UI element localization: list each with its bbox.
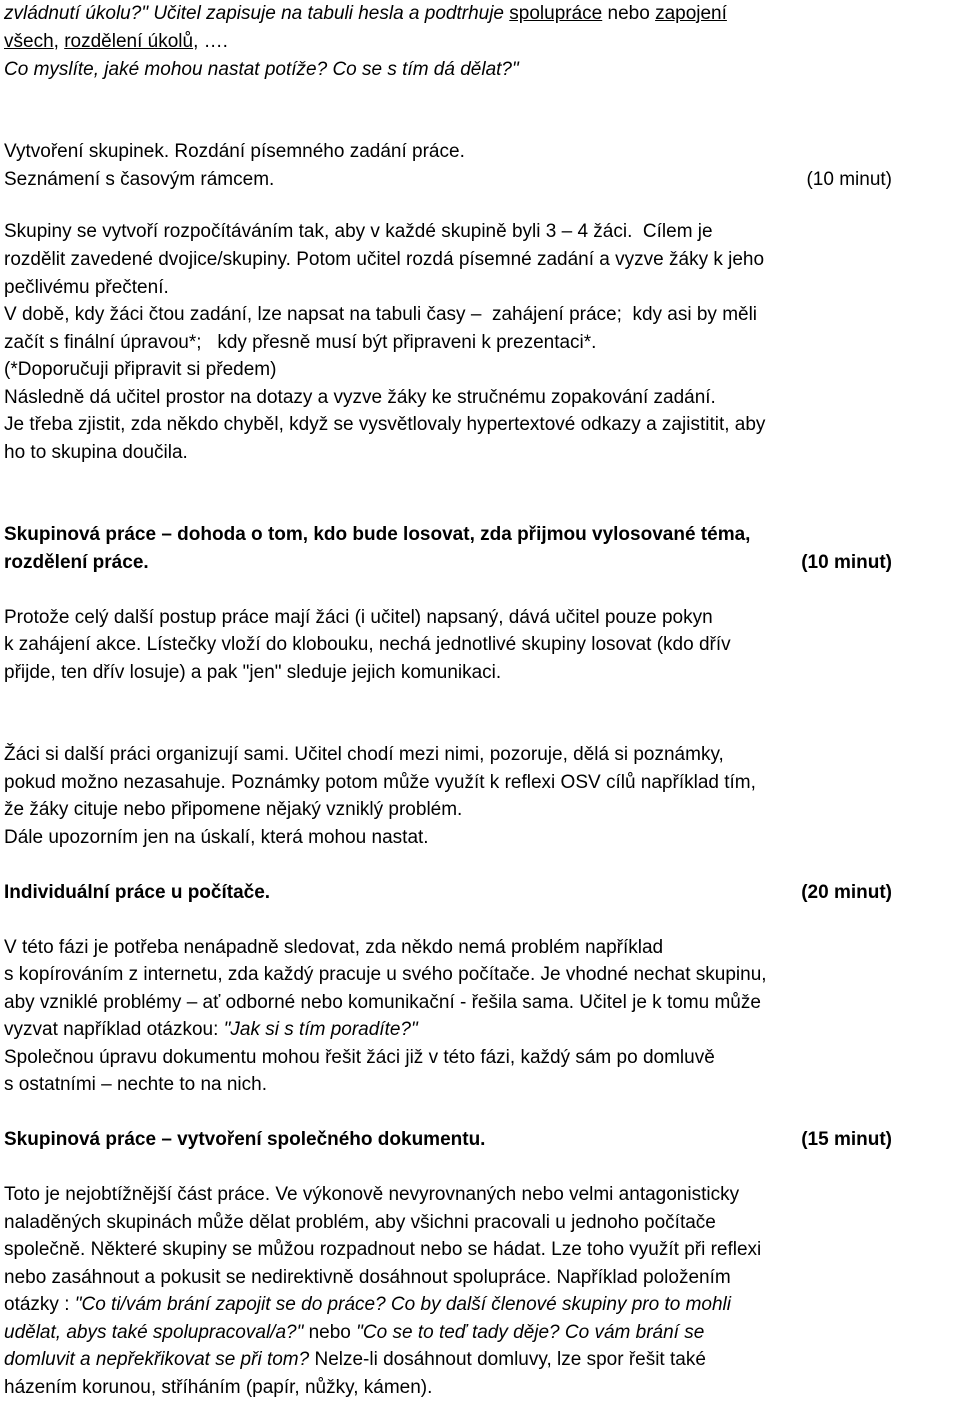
individual-line: Společnou úpravu dokumentu mohou řešit žáci již v této fázi, každý sám po domluvě bbox=[4, 1047, 715, 1068]
quoted-question: "Co se to teď tady děje? Co vám brání se bbox=[356, 1322, 705, 1343]
shared-doc-line: Toto je nejobtížnější část práce. Ve výkonově nevyrovnaných nebo velmi antagonisticky bbox=[4, 1184, 740, 1205]
groups-line: ho to skupina doučila. bbox=[4, 442, 188, 463]
individual-text: vyzvat například otázkou: bbox=[4, 1019, 224, 1040]
individual-line: V této fázi je potřeba nenápadně sledovat, zda někdo nemá problém například bbox=[4, 937, 664, 958]
group-work-line: přijde, ten dřív losuje) a pak "jen" sleduje jejich komunikaci. bbox=[4, 662, 502, 683]
groups-heading-1: Vytvoření skupinek. Rozdání písemného zadání práce. bbox=[4, 141, 465, 162]
groups-time: (10 minut) bbox=[806, 169, 892, 190]
groups-line: rozdělit zavedené dvojice/skupiny. Potom učitel rozdá písemné zadání a vyzve žáky k jeho bbox=[4, 249, 765, 270]
individual-line: s kopírováním z internetu, zda každý pracuje u svého počítače. Je vhodné nechat skupinu, bbox=[4, 964, 767, 985]
individual-time: (20 minut) bbox=[801, 882, 892, 903]
group-work-heading-2: rozdělení práce. bbox=[4, 552, 149, 573]
intro-line-1 bbox=[4, 0, 727, 28]
groups-line: Skupiny se vytvoří rozpočítáváním tak, aby v každé skupině byli 3 – 4 žáci. Cílem je bbox=[4, 221, 713, 242]
shared-doc-last-line: házením korunou, stříháním (papír, nůžky, kámen). bbox=[4, 1377, 433, 1398]
individual-line-4 bbox=[4, 1016, 418, 1044]
groups-line: začít s finální úpravou*; kdy přesně musí být připraveni k prezentaci*. bbox=[4, 332, 597, 353]
groups-line: Následně dá učitel prostor na dotazy a vyzve žáky ke stručnému zopakování zadání. bbox=[4, 387, 716, 408]
individual-line: aby vzniklé problémy – ať odborné nebo komunikační - řešila sama. Učitel je k tomu může bbox=[4, 992, 761, 1013]
intro-line-3: Co myslíte, jaké mohou nastat potíže? Co se s tím dá dělat?" bbox=[4, 59, 519, 80]
quoted-question: "Jak si s tím poradíte?" bbox=[223, 1019, 418, 1040]
shared-doc-line: naladěných skupinách může dělat problém, aby všichni pracovali u jednoho počítače bbox=[4, 1212, 716, 1233]
individual-heading: Individuální práce u počítače. bbox=[4, 882, 271, 903]
shared-doc-question-line-1 bbox=[4, 1291, 731, 1319]
individual-line: s ostatními – nechte to na nich. bbox=[4, 1074, 267, 1095]
shared-doc-text: Nelze-li dosáhnout domluvy, lze spor řešit také bbox=[309, 1349, 706, 1370]
organize-line: pokud možno nezasahuje. Poznámky potom může využít k reflexi OSV cílů například tím, bbox=[4, 772, 756, 793]
organize-line: Dále upozorním jen na úskalí, která mohou nastat. bbox=[4, 827, 429, 848]
organize-line: Žáci si další práci organizují sami. Učitel chodí mezi nimi, pozoruje, dělá si poznámky, bbox=[4, 744, 724, 765]
groups-line: Je třeba zjistit, zda někdo chyběl, když se vysvětlovaly hypertextové odkazy a zajistitit, aby bbox=[4, 414, 766, 435]
groups-heading-2: Seznámení s časovým rámcem. bbox=[4, 169, 275, 190]
group-work-heading-1: Skupinová práce – dohoda o tom, kdo bude losovat, zda přijmou vylosované téma, bbox=[4, 524, 751, 545]
shared-doc-question-line-2 bbox=[4, 1319, 704, 1347]
intro-text: zvládnutí úkolu?" Učitel zapisuje na tabuli hesla a podtrhuje bbox=[4, 3, 510, 24]
organize-line: že žáky cituje nebo připomene nějaký vzniklý problém. bbox=[4, 799, 463, 820]
connector: , bbox=[53, 31, 65, 52]
underlined-keyword: zapojení bbox=[655, 3, 727, 24]
shared-doc-time: (15 minut) bbox=[801, 1129, 892, 1150]
underlined-keyword: všech bbox=[4, 31, 54, 52]
group-work-line: k zahájení akce. Lístečky vloží do klobouku, nechá jednotlivé skupiny losovat (kdo dřív bbox=[4, 634, 731, 655]
shared-doc-text: otázky : bbox=[4, 1294, 75, 1315]
group-work-line: Protože celý další postup práce mají žáci (i učitel) napsaný, dává učitel pouze pokyn bbox=[4, 607, 713, 628]
shared-doc-heading: Skupinová práce – vytvoření společného dokumentu. bbox=[4, 1129, 486, 1150]
connector: nebo bbox=[602, 3, 656, 24]
connector: nebo bbox=[303, 1322, 357, 1343]
groups-line: V době, kdy žáci čtou zadání, lze napsat na tabuli časy – zahájení práce; kdy asi by měli bbox=[4, 304, 758, 325]
quoted-question: domluvit a nepřekřikovat se při tom? bbox=[4, 1349, 310, 1370]
quoted-question: "Co ti/vám brání zapojit se do práce? Co by další členové skupiny pro to mohli bbox=[74, 1294, 731, 1315]
shared-doc-line: společně. Některé skupiny se můžou rozpadnout nebo se hádat. Lze toho využít při reflexi bbox=[4, 1239, 762, 1260]
intro-line-2 bbox=[4, 28, 228, 56]
quoted-question: udělat, abys také spolupracoval/a?" bbox=[4, 1322, 304, 1343]
ellipsis: , …. bbox=[193, 31, 228, 52]
underlined-keyword: spolupráce bbox=[509, 3, 603, 24]
groups-line: (*Doporučuji připravit si předem) bbox=[4, 359, 277, 380]
shared-doc-question-line-3 bbox=[4, 1346, 706, 1374]
groups-line: pečlivému přečtení. bbox=[4, 277, 169, 298]
shared-doc-line: nebo zasáhnout a pokusit se nedirektivně dosáhnout spolupráce. Například položením bbox=[4, 1267, 731, 1288]
group-work-time: (10 minut) bbox=[801, 552, 892, 573]
underlined-keyword: rozdělení úkolů bbox=[64, 31, 194, 52]
